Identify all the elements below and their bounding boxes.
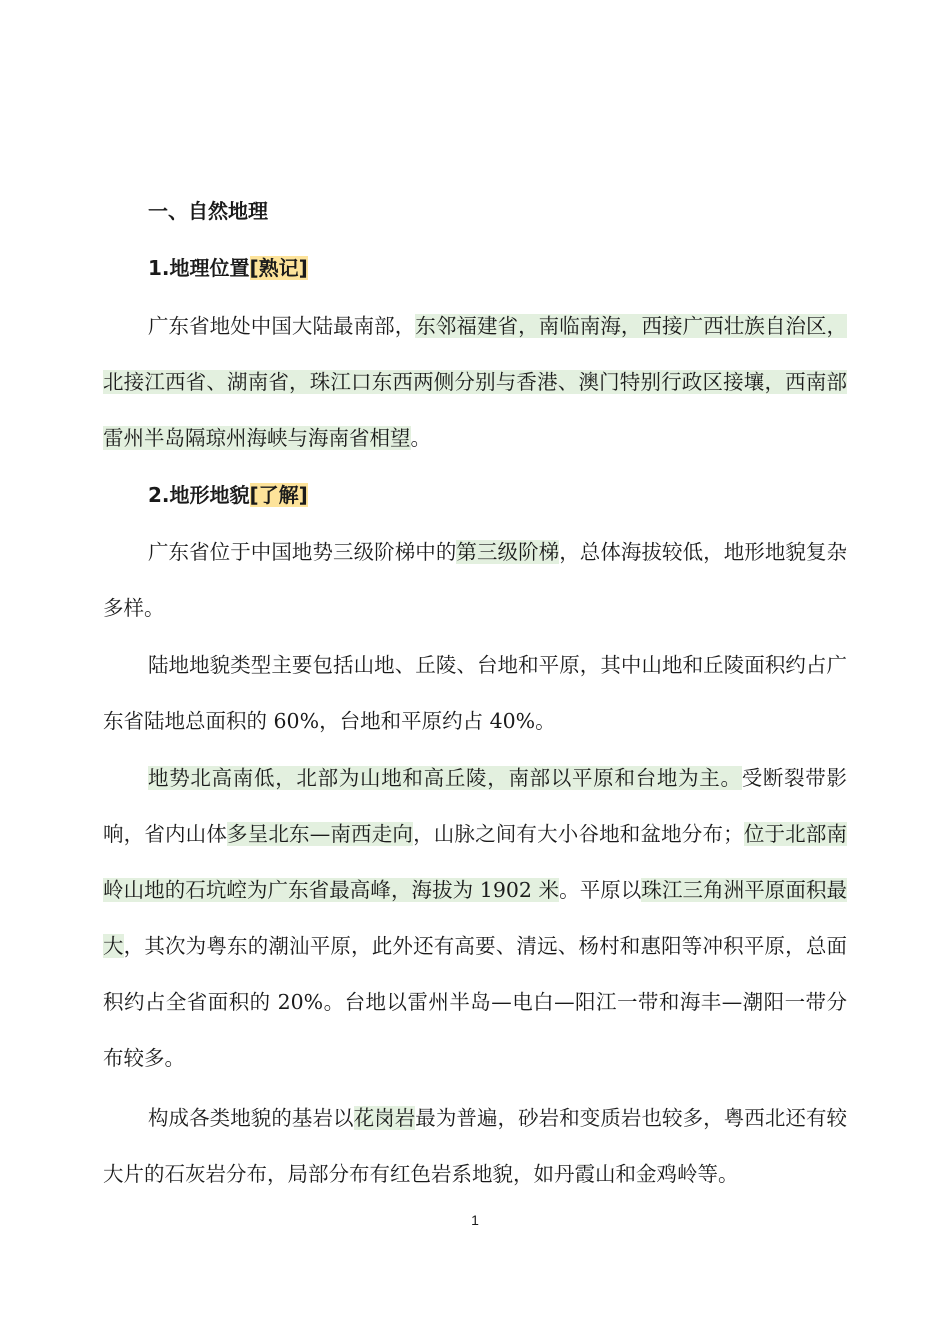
highlighted-text: 花岗岩	[353, 1106, 416, 1130]
text-span: 构成各类地貌的基岩以	[148, 1106, 354, 1130]
subsection-title-location	[148, 253, 308, 283]
subsection-title-text: 1.地理位置	[148, 256, 250, 280]
text-span: ，山脉之间有大小谷地和盆地分布；	[413, 822, 744, 846]
text-span: 广东省地处中国大陆最南部，	[148, 314, 416, 338]
highlighted-text: 位于北部南岭山地的石坑崆为广东省最高峰，海拔为 1902 米	[103, 822, 848, 902]
highlighted-text: 第三级阶梯	[456, 540, 560, 564]
highlighted-text: 珠江三角洲平原面积最大	[103, 878, 848, 958]
page-number: 1	[471, 1212, 479, 1228]
paragraph-terrain-details	[103, 750, 847, 1086]
highlighted-text: 东邻福建省，南临南海，西接广西壮族自治区，北接江西省、湖南省，珠江口东西两侧分别与香港、澳门特别行政区接壤，西南部雷州半岛隔琼州海峡与海南省相望	[103, 314, 848, 450]
paragraph-bedrock	[103, 1090, 847, 1202]
subsection-title-text: 2.地形地貌	[148, 483, 250, 507]
text-span: ，总体海拔较低，地形地貌复杂多样。	[103, 540, 848, 620]
highlighted-text: 多呈北东—南西走向	[227, 822, 414, 846]
importance-tag: [熟记]	[249, 256, 308, 280]
text-span: 受断裂带影响，省内山体	[103, 766, 847, 846]
text-span: 。	[410, 426, 431, 450]
text-span: 广东省位于中国地势三级阶梯中的	[148, 540, 457, 564]
paragraph-landform-types: 陆地地貌类型主要包括山地、丘陵、台地和平原，其中山地和丘陵面积约占广东省陆地总面积的 60%，台地和平原约占 40%。	[103, 653, 847, 733]
highlighted-text: 地势北高南低，北部为山地和高丘陵，南部以平原和台地为主。	[148, 766, 742, 790]
text-span: ，其次为粤东的潮汕平原，此外还有高要、清远、杨村和惠阳等冲积平原，总面积约占全省面积的 20%。台地以雷州半岛—电白—阳江一带和海丰—潮阳一带分布较多。	[103, 934, 847, 1070]
importance-tag: [了解]	[249, 483, 308, 507]
subsection-title-terrain	[148, 480, 308, 510]
text-span: 。平原以	[559, 878, 642, 902]
text-span: 最为普遍，砂岩和变质岩也较多，粤西北还有较大片的石灰岩分布，局部分布有红色岩系地貌，如丹霞山和金鸡岭等。	[103, 1106, 848, 1186]
paragraph-location	[103, 298, 847, 466]
paragraph-terrain-intro	[103, 524, 847, 636]
section-title: 一、自然地理	[148, 199, 268, 223]
